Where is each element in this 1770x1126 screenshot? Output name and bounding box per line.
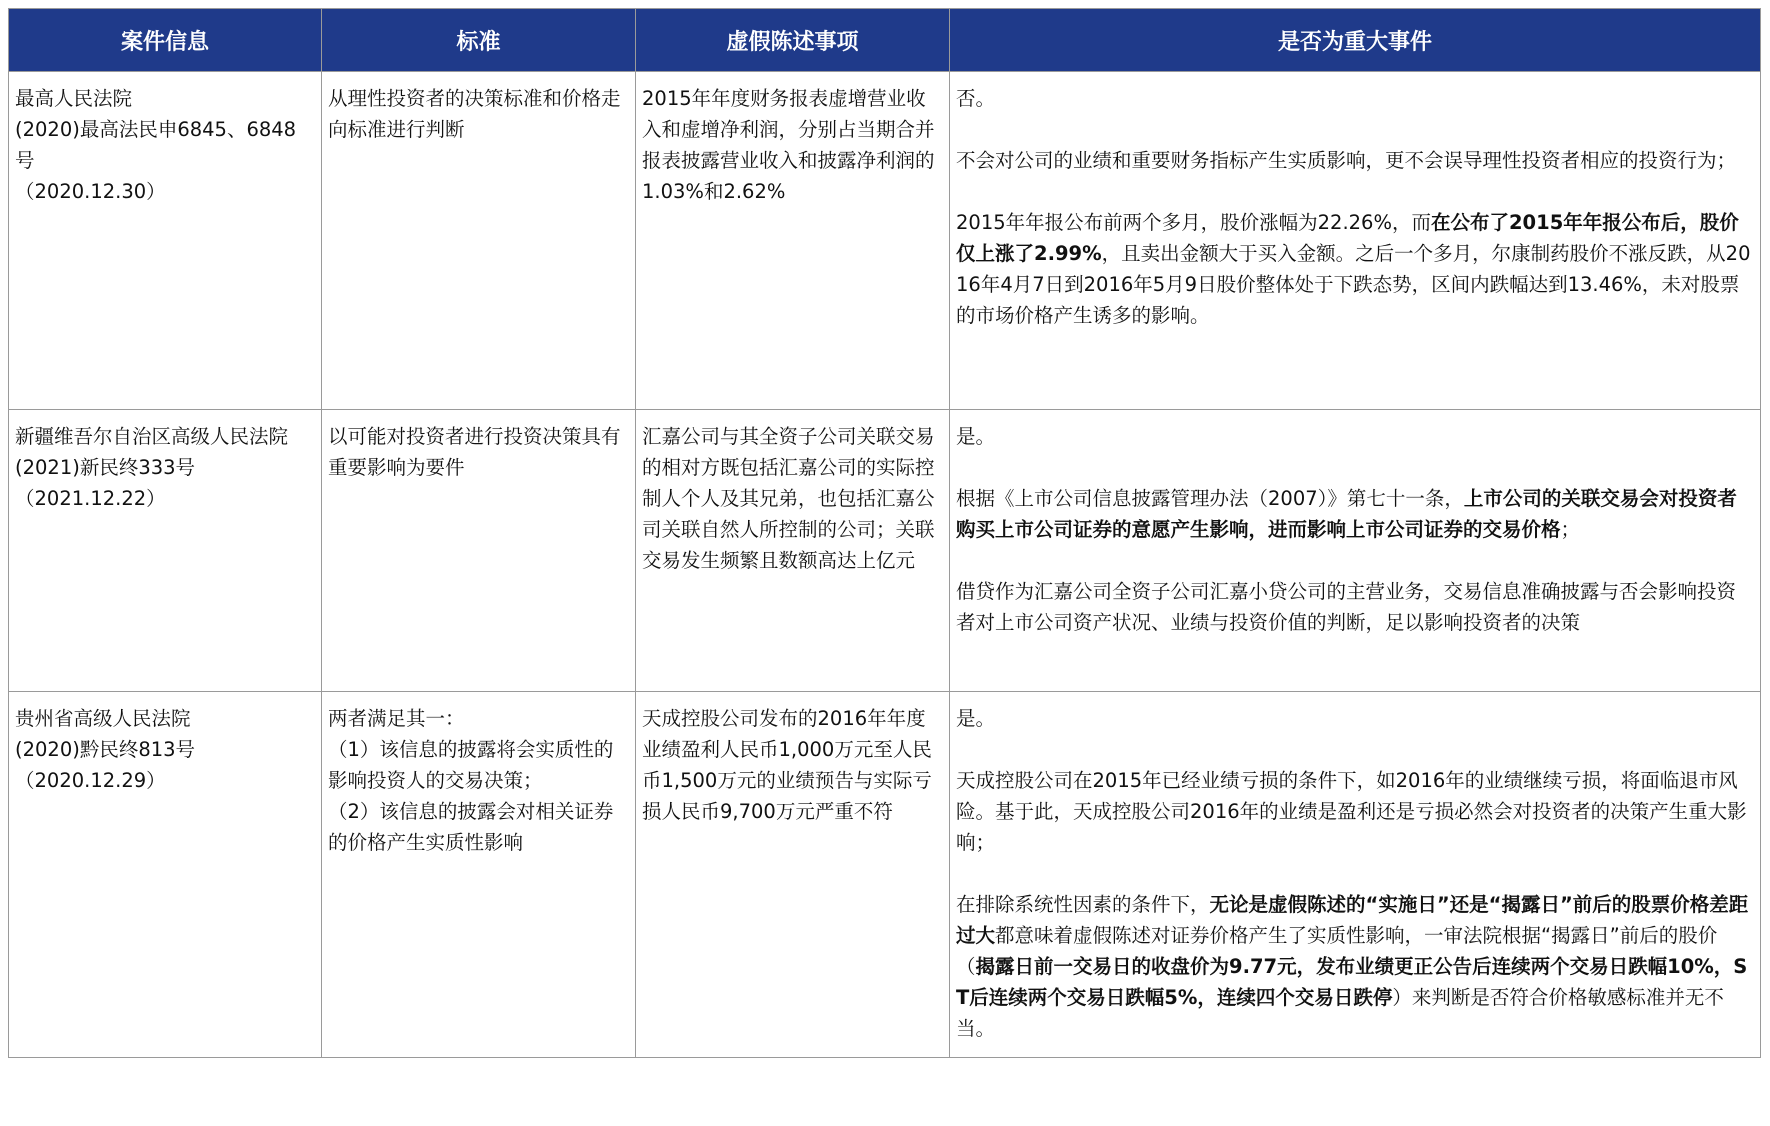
cell-case-info: [9, 72, 322, 410]
header-standard: 标准: [322, 9, 636, 72]
court-name: 最高人民法院: [15, 87, 133, 110]
reason-paragraph: 借贷作为汇嘉公司全资子公司汇嘉小贷公司的主营业务，交易信息准确披露与否会影响投资者对上市公司资产状况、业绩与投资价值的判断，足以影响投资者的决策: [956, 580, 1737, 634]
verdict: 是。: [956, 707, 996, 730]
reason-paragraph: 不会对公司的业绩和重要财务指标产生实质影响，更不会误导理性投资者相应的投资行为；: [956, 149, 1737, 172]
case-number: (2021)新民终333号: [15, 456, 196, 479]
verdict: 是。: [956, 425, 996, 448]
case-number: (2020)最高法民申6845、6848号: [15, 118, 297, 172]
cell-false-statement: 天成控股公司发布的2016年年度业绩盈利人民币1,000万元至人民币1,500万元的业绩预告与实际亏损人民币9,700万元严重不符: [636, 692, 950, 1058]
court-name: 新疆维吾尔自治区高级人民法院: [15, 425, 289, 448]
reason-paragraph: [956, 889, 1754, 1044]
reason-emphasis: 揭露日前一交易日的收盘价为9.77元，发布业绩更正公告后连续两个交易日跌幅10%，ST后连续两个交易日跌幅5%，连续四个交易日跌停: [956, 955, 1748, 1009]
reason-paragraph: [956, 207, 1754, 331]
verdict: 否。: [956, 87, 996, 110]
table-row: [9, 692, 1761, 1058]
standard-line: 两者满足其一：: [328, 707, 465, 730]
reason-emphasis: 在公布了2015年年报公布后，股价仅上涨了2.99%: [956, 211, 1739, 265]
reason-text: 在排除系统性因素的条件下，: [956, 893, 1210, 916]
case-date: （2020.12.29）: [15, 769, 166, 792]
case-date: （2021.12.22）: [15, 487, 166, 510]
table-row: [9, 410, 1761, 692]
reason-text: 根据《上市公司信息披露管理办法（2007）》第七十一条，: [956, 487, 1464, 510]
table-header-row: [9, 9, 1761, 72]
case-number: (2020)黔民终813号: [15, 738, 196, 761]
reason-text: 2015年年报公布前两个多月，股价涨幅为22.26%，而: [956, 211, 1431, 234]
cell-material-event: [950, 692, 1761, 1058]
case-date: （2020.12.30）: [15, 180, 166, 203]
court-name: 贵州省高级人民法院: [15, 707, 191, 730]
cell-false-statement: 2015年年度财务报表虚增营业收入和虚增净利润，分别占当期合并报表披露营业收入和披露净利润的1.03%和2.62%: [636, 72, 950, 410]
header-false-statement: 虚假陈述事项: [636, 9, 950, 72]
cell-standard: 以可能对投资者进行投资决策具有重要影响为要件: [322, 410, 636, 692]
reason-emphasis: 上市公司的关联交易会对投资者购买上市公司证券的意愿产生影响，进而影响上市公司证券的交易价格: [956, 487, 1737, 541]
cell-standard: [322, 692, 636, 1058]
standard-line: （2）该信息的披露会对相关证券的价格产生实质性影响: [328, 800, 614, 854]
header-material-event: 是否为重大事件: [950, 9, 1761, 72]
reason-paragraph: 天成控股公司在2015年已经业绩亏损的条件下，如2016年的业绩继续亏损，将面临退市风险。基于此，天成控股公司2016年的业绩是盈利还是亏损必然会对投资者的决策产生重大影响；: [956, 769, 1747, 854]
reason-text: ，且卖出金额大于买入金额。之后一个多月，尔康制药股价不涨反跌，从2016年4月7日到2016年5月9日股价整体处于下跌态势，区间内跌幅达到13.46%，未对股票的市场价格产生诱多的影响。: [956, 242, 1751, 327]
cell-material-event: [950, 410, 1761, 692]
reason-paragraph: [956, 483, 1754, 545]
cell-case-info: [9, 410, 322, 692]
case-table-wrapper: [8, 8, 1760, 1058]
table-row: [9, 72, 1761, 410]
cell-false-statement: 汇嘉公司与其全资子公司关联交易的相对方既包括汇嘉公司的实际控制人个人及其兄弟，也包括汇嘉公司关联自然人所控制的公司；关联交易发生频繁且数额高达上亿元: [636, 410, 950, 692]
reason-text: 都意味着虚假陈述对证券价格产生了实质性影响，一审法院根据“揭露日”前后的股价（: [956, 924, 1718, 978]
header-case-info: 案件信息: [9, 9, 322, 72]
reason-text: ）来判断是否符合价格敏感标准并无不当。: [956, 986, 1724, 1040]
cell-material-event: [950, 72, 1761, 410]
standard-line: （1）该信息的披露将会实质性的影响投资人的交易决策；: [328, 738, 614, 792]
cell-standard: 从理性投资者的决策标准和价格走向标准进行判断: [322, 72, 636, 410]
reason-text: ；: [1560, 518, 1581, 541]
reason-emphasis: 无论是虚假陈述的“实施日”还是“揭露日”前后的股票价格差距过大: [956, 893, 1749, 947]
cell-case-info: [9, 692, 322, 1058]
case-table: [8, 8, 1761, 1058]
